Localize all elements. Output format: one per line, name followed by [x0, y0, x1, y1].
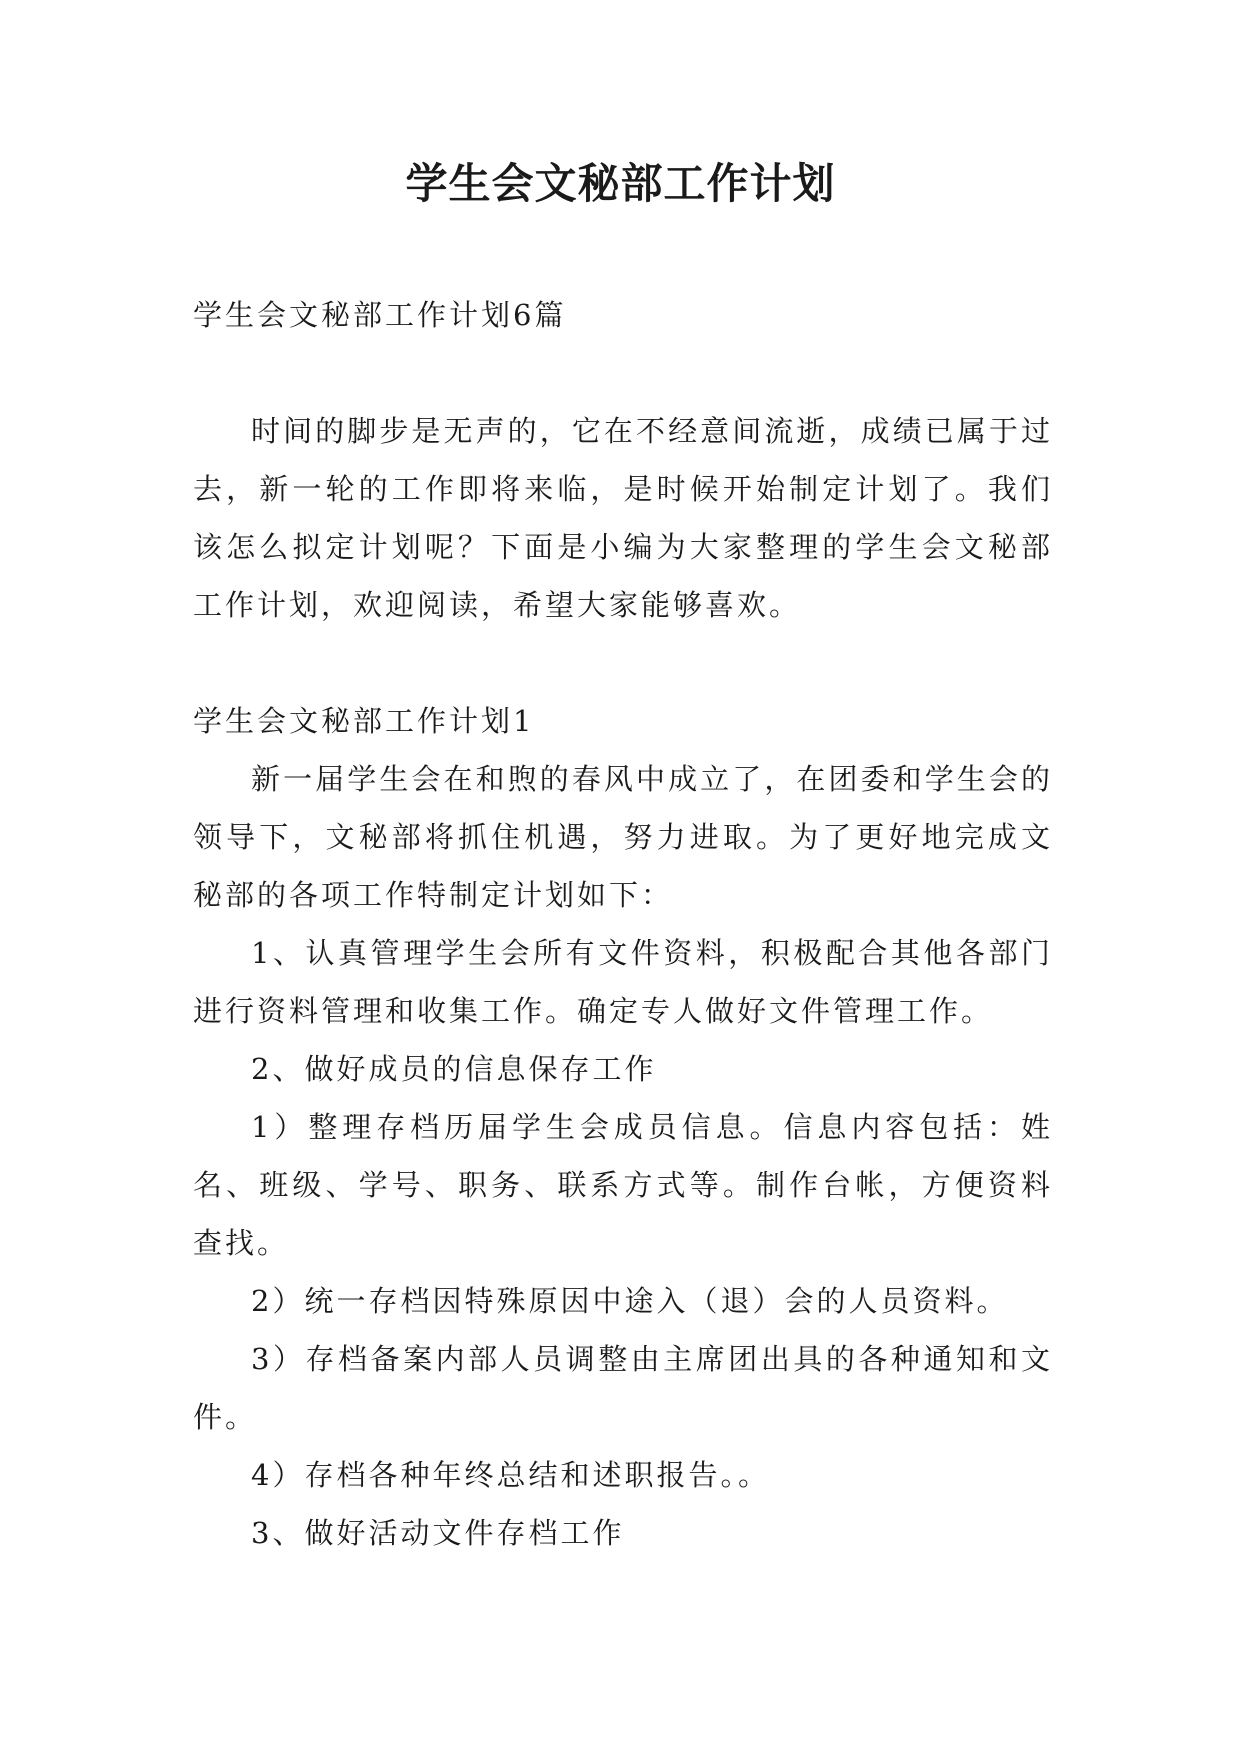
- spacer: [193, 344, 1053, 402]
- paragraph: 2）统一存档因特殊原因中途入（退）会的人员资料。: [251, 1284, 1009, 1318]
- paragraph: 1、认真管理学生会所有文件资料，积极配合其他各部门进行资料管理和收集工作。确定专人做好文件管理工作。: [193, 936, 1053, 1028]
- paragraph: 2、做好成员的信息保存工作: [251, 1052, 657, 1086]
- paragraph: 3、做好活动文件存档工作: [251, 1516, 625, 1550]
- paragraph: 1）整理存档历届学生会成员信息。信息内容包括：姓名、班级、学号、职务、联系方式等。制作台帐，方便资料查找。: [193, 1110, 1053, 1260]
- paragraph: 3）存档备案内部人员调整由主席团出具的各种通知和文件。: [193, 1342, 1053, 1434]
- section-heading: 学生会文秘部工作计划1: [193, 704, 535, 738]
- spacer: [193, 634, 1053, 692]
- paragraph: 4）存档各种年终总结和述职报告。。: [251, 1458, 770, 1492]
- intro-paragraph: 时间的脚步是无声的，它在不经意间流逝，成绩已属于过去，新一轮的工作即将来临，是时候开始制定计划了。我们该怎么拟定计划呢？下面是小编为大家整理的学生会文秘部工作计划，欢迎阅读，希望大家能够喜欢。: [193, 414, 1053, 622]
- document-title: 学生会文秘部工作计划: [405, 159, 836, 208]
- document-subtitle: 学生会文秘部工作计划6篇: [193, 298, 567, 332]
- paragraph: 新一届学生会在和煦的春风中成立了，在团委和学生会的领导下，文秘部将抓住机遇，努力进取。为了更好地完成文秘部的各项工作特制定计划如下：: [193, 762, 1053, 912]
- document-body: [193, 286, 1053, 1562]
